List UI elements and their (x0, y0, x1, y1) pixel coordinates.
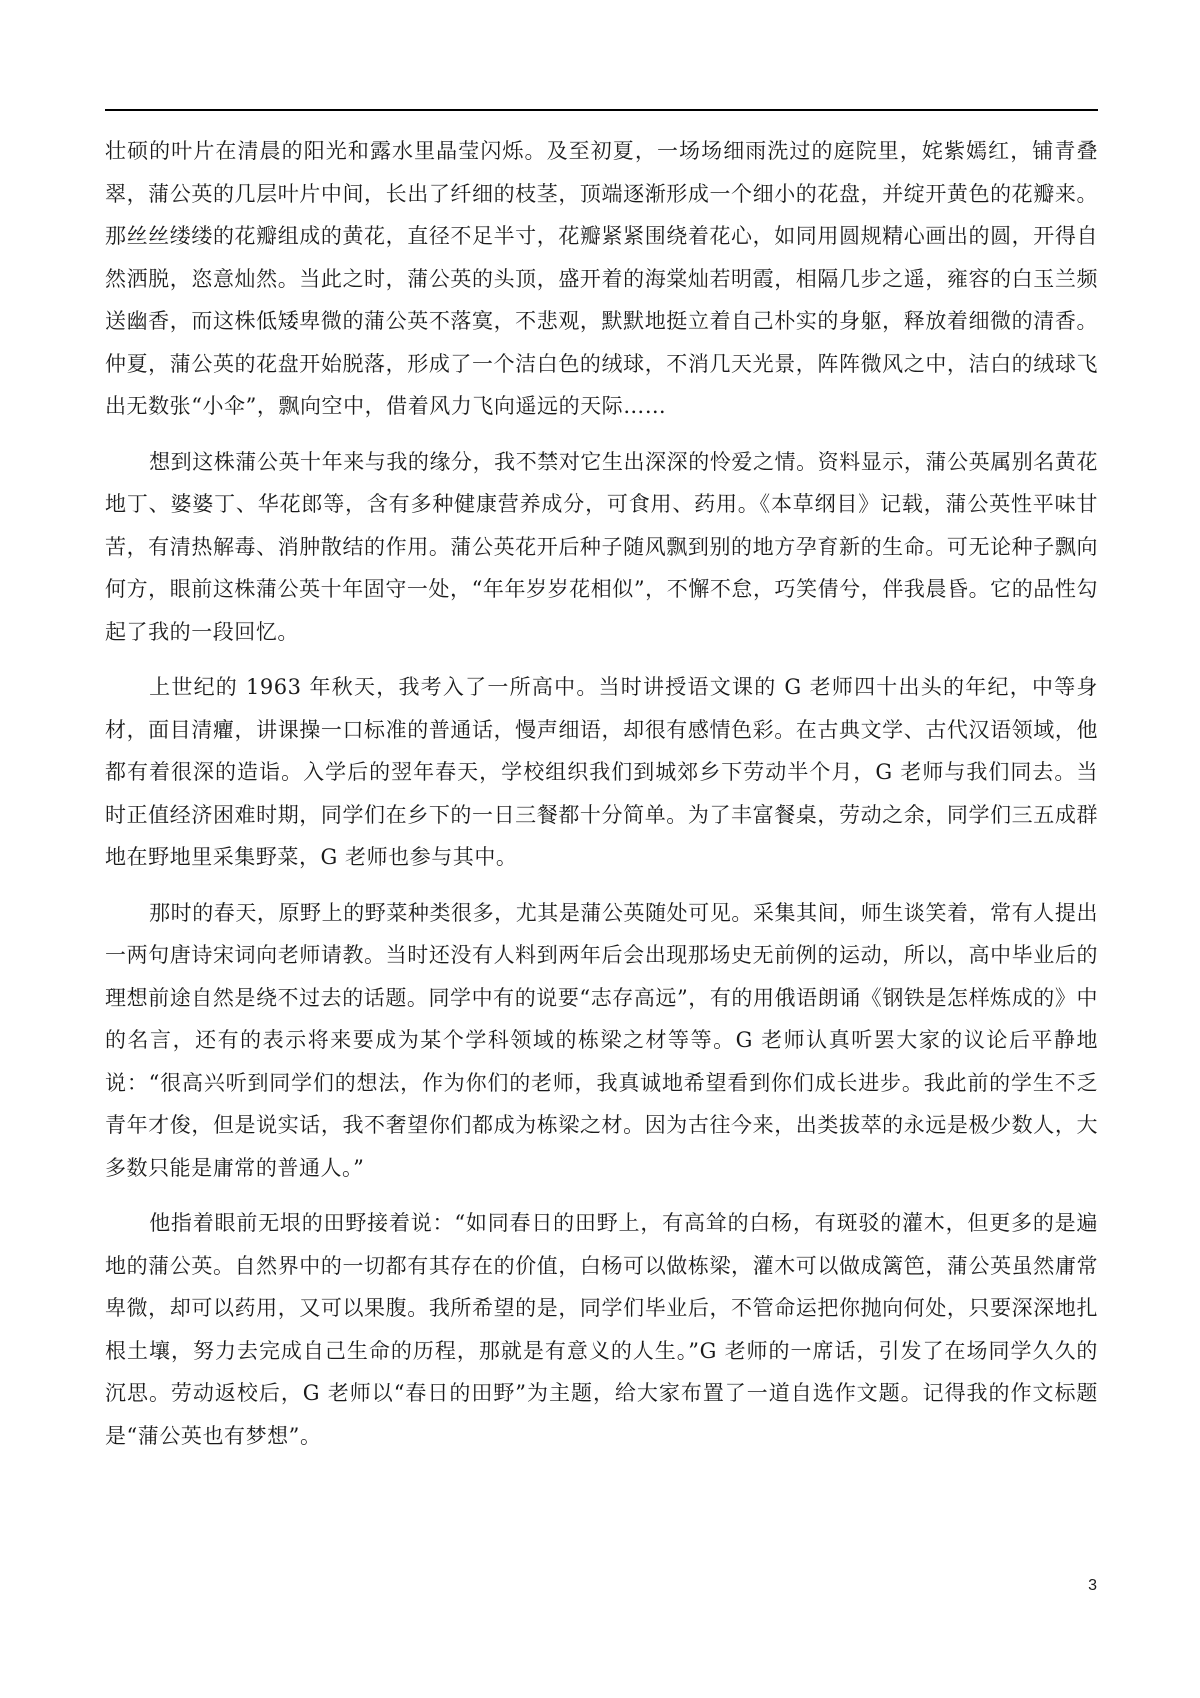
header-rule (105, 109, 1098, 111)
paragraph: 他指着眼前无垠的田野接着说：“如同春日的田野上，有高耸的白杨，有斑驳的灌木，但更多的是遍地的蒲公英。自然界中的一切都有其存在的价值，白杨可以做栋梁，灌木可以做成篱笆，蒲公英虽然庸常卑微，却可以药用，又可以果腹。我所希望的是，同学们毕业后，不管命运把你抛向何处，只要深深地扎根土壤，努力去完成自己生命的历程，那就是有意义的人生。”G 老师的一席话，引发了在场同学久久的沉思。劳动返校后，G 老师以“春日的田野”为主题，给大家布置了一道自选作文题。记得我的作文标题是“蒲公英也有梦想”。 (105, 1211, 1098, 1448)
page-number: 3 (1088, 1577, 1097, 1594)
paragraph-continued: 壮硕的叶片在清晨的阳光和露水里晶莹闪烁。及至初夏，一场场细雨洗过的庭院里，姹紫嫣红，铺青叠翠，蒲公英的几层叶片中间，长出了纤细的枝茎，顶端逐渐形成一个细小的花盘，并绽开黄色的花瓣来。那丝丝缕缕的花瓣组成的黄花，直径不足半寸，花瓣紧紧围绕着花心，如同用圆规精心画出的圆，开得自然洒脱，恣意灿然。当此之时，蒲公英的头顶，盛开着的海棠灿若明霞，相隔几步之遥，雍容的白玉兰频送幽香，而这株低矮卑微的蒲公英不落寞，不悲观，默默地挺立着自己朴实的身躯，释放着细微的清香。仲夏，蒲公英的花盘开始脱落，形成了一个洁白色的绒球，不消几天光景，阵阵微风之中，洁白的绒球飞出无数张“小伞”，飘向空中，借着风力飞向遥远的天际…… (105, 139, 1098, 418)
paragraph: 那时的春天，原野上的野菜种类很多，尤其是蒲公英随处可见。采集其间，师生谈笑着，常有人提出一两句唐诗宋词向老师请教。当时还没有人料到两年后会出现那场史无前例的运动，所以，高中毕业后的理想前途自然是绕不过去的话题。同学中有的说要“志存高远”，有的用俄语朗诵《钢铁是怎样炼成的》中的名言，还有的表示将来要成为某个学科领域的栋梁之材等等。G 老师认真听罢大家的议论后平静地说：“很高兴听到同学们的想法，作为你们的老师，我真诚地希望看到你们成长进步。我此前的学生不乏青年才俊，但是说实话，我不奢望你们都成为栋梁之材。因为古往今来，出类拔萃的永远是极少数人，大多数只能是庸常的普通人。” (105, 900, 1098, 1180)
paragraph: 想到这株蒲公英十年来与我的缘分，我不禁对它生出深深的怜爱之情。资料显示，蒲公英属别名黄花地丁、婆婆丁、华花郎等，含有多种健康营养成分，可食用、药用。《本草纲目》记载，蒲公英性平味甘苦，有清热解毒、消肿散结的作用。蒲公英花开后种子随风飘到别的地方孕育新的生命。可无论种子飘向何方，眼前这株蒲公英十年固守一处，“年年岁岁花相似”，不懈不怠，巧笑倩兮，伴我晨昏。它的品性勾起了我的一段回忆。 (105, 449, 1098, 644)
article-body (105, 130, 1098, 1470)
paragraph: 上世纪的 1963 年秋天，我考入了一所高中。当时讲授语文课的 G 老师四十出头的年纪，中等身材，面目清癯，讲课操一口标准的普通话，慢声细语，却很有感情色彩。在古典文学、古代汉语领域，他都有着很深的造诣。入学后的翌年春天，学校组织我们到城郊乡下劳动半个月，G 老师与我们同去。当时正值经济困难时期，同学们在乡下的一日三餐都十分简单。为了丰富餐桌，劳动之余，同学们三五成群地在野地里采集野菜，G 老师也参与其中。 (105, 675, 1098, 869)
